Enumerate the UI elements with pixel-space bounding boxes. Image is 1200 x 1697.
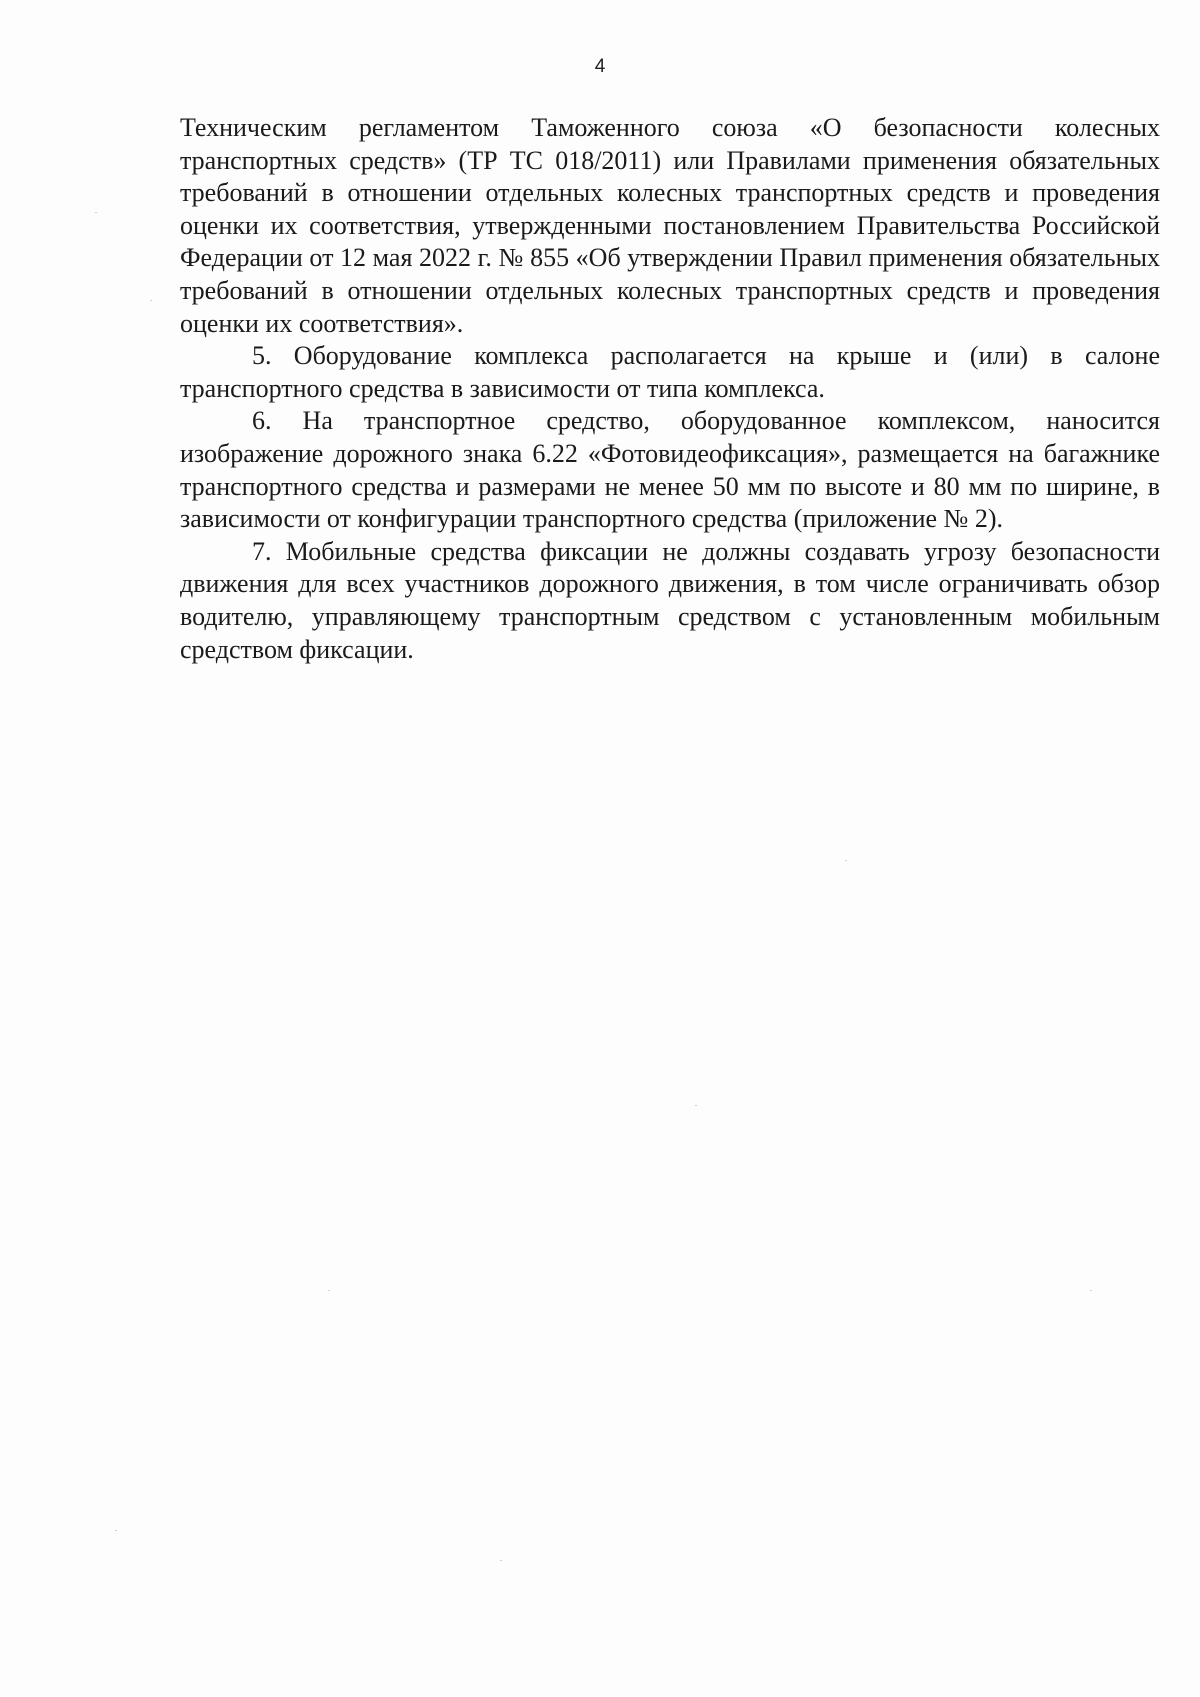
scan-speck	[845, 860, 847, 861]
page-number: 4	[594, 56, 606, 77]
scan-speck	[328, 1290, 330, 1291]
scan-speck	[150, 300, 152, 301]
paragraph-item-6: 6. На транспортное средство, оборудованное комплексом, наносится изображение дорожного знака 6.22 «Фотовидеофиксация», размещается на багажнике транспортного средства и размерами не менее 50 мм по высоте и 80 мм по ширине, в зависимости от конфигурации транспортного средства (приложение № 2).	[180, 406, 1160, 534]
scan-speck	[500, 1560, 502, 1561]
scan-speck	[695, 1105, 697, 1106]
scan-speck	[1090, 1290, 1092, 1291]
paragraph-item-7: 7. Мобильные средства фиксации не должны создавать угрозу безопасности движения для всех участников дорожного движения, в том числе ограничивать обзор водителю, управляющему транспортным средством с установленным мобильным средством фиксации.	[180, 536, 1160, 664]
scan-speck	[95, 212, 97, 213]
paragraph-item-5: 5. Оборудование комплекса располагается на крыше и (или) в салоне транспортного средства в зависимости от типа комплекса.	[180, 341, 1160, 403]
paragraph-continuation: Техническим регламентом Таможенного союза «О безопасности колесных транспортных средств» (ТР ТС 018/2011) или Правилами применения обязательных требований в отношении отдельных колесных транспортных средств и проведения оценки их соответствия, утвержденными постановлением Правительства Российской Федерации от 12 мая 2022 г. № 855 «Об утверждении Правил применения обязательных требований в отношении отдельных колесных транспортных средств и проведения оценки их соответствия».	[180, 113, 1160, 338]
scan-speck	[115, 1530, 117, 1531]
document-body	[180, 112, 1160, 666]
